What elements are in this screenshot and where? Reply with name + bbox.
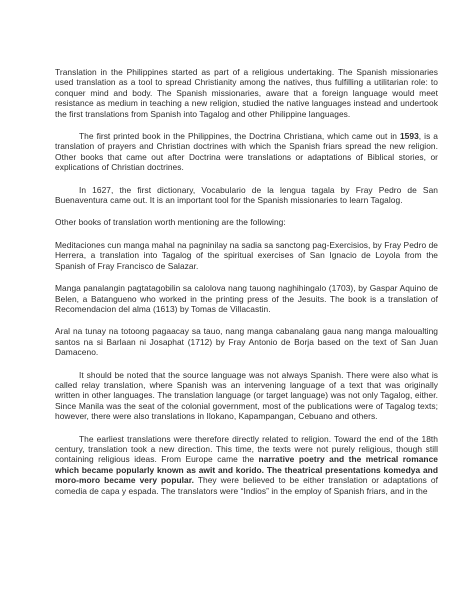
paragraph-doctrina-text-a: The first printed book in the Philippines, the Doctrina Christiana, which came out in <box>79 131 400 142</box>
paragraph-intro: Translation in the Philippines started as part of a religious undertaking. The Spanish missionaries used translation as a tool to spread Christianity among the natives, thus fulfilling a utilitarian role: to conquer mind and body. The Spanish missionaries, aware that a foreign language would meet resistance as medium in teaching a new religion, studied the native languages instead and undertook the first translations from Spanish into Tagalog and other Philippine languages. <box>55 67 438 119</box>
year-1593: 1593 <box>399 131 419 142</box>
paragraph-doctrina <box>55 131 438 173</box>
paragraph-other-books-intro: Other books of translation worth mentioning are the following: <box>55 217 286 228</box>
paragraph-earliest-text-b: They were believed to be either translation or adaptations of comedia de capa y espada. The translators were “Indios” in the employ of Spanish friars, and in the <box>55 475 438 496</box>
paragraph-dictionary: In 1627, the first dictionary, Vocabulario de la lengua tagala by Fray Pedro de San Buenaventura came out. It is an important tool for the Spanish missionaries to learn Tagalog. <box>55 184 438 206</box>
paragraph-aral: Aral na tunay na totoong pagaacay sa tauo, nang manga cabanalang gaua nang manga maloualting santos na si Barlaan ni Josaphat (1712) by Fray Antonio de Borja based on the text of San Juan Damaceno. <box>55 326 438 358</box>
paragraph-earliest-text-a: The earliest translations were therefore directly related to religion. Toward the end of the 18th century, translation took a new direction. This time, the texts were not purely religious, though still containing religious ideas. From Europe came the <box>55 433 438 465</box>
paragraph-earliest-translations <box>55 434 438 496</box>
paragraph-relay-translation: It should be noted that the source language was not always Spanish. There were also what is called relay translation, where Spanish was an intervening language of a text that was originally written in other languages. The translation language (or target language) was not only Tagalog, either. Since Manila was the seat of the colonial government, most of the publications were of Tagalog texts; however, there were also translations in Ilokano, Kapampangan, Cebuano and others. <box>55 369 438 422</box>
awit-korido-bold: narrative poetry and the metrical romance which became popularly known as awit and korido. The theatrical presentations komedya and moro-moro became very popular. <box>55 454 438 486</box>
paragraph-meditaciones: Meditaciones cun manga mahal na pagninilay na sadia sa sanctong pag-Exercisios, by Fray Pedro de Herrera, a translation into Tagalog of the spiritual exercises of San Ignacio de Loyola from the Spanish of Fray Francisco de Salazar. <box>55 239 438 271</box>
paragraph-panalangin: Manga panalangin pagtatagobilin sa calolova nang tauong naghihingalo (1703), by Gaspar Aquino de Belen, a Batangueno who worked in the printing press of the Jesuits. The book is a translation of Recomendacion del alma (1613) by Tomas de Villacastin. <box>55 283 438 314</box>
paragraph-doctrina-text-b: , is a translation of prayers and Christian doctrines with which the Spanish friars spread the new religion. Other books that came out after Doctrina were translations or adaptations of Biblical stories, or explications of Christian doctrines. <box>55 131 438 173</box>
